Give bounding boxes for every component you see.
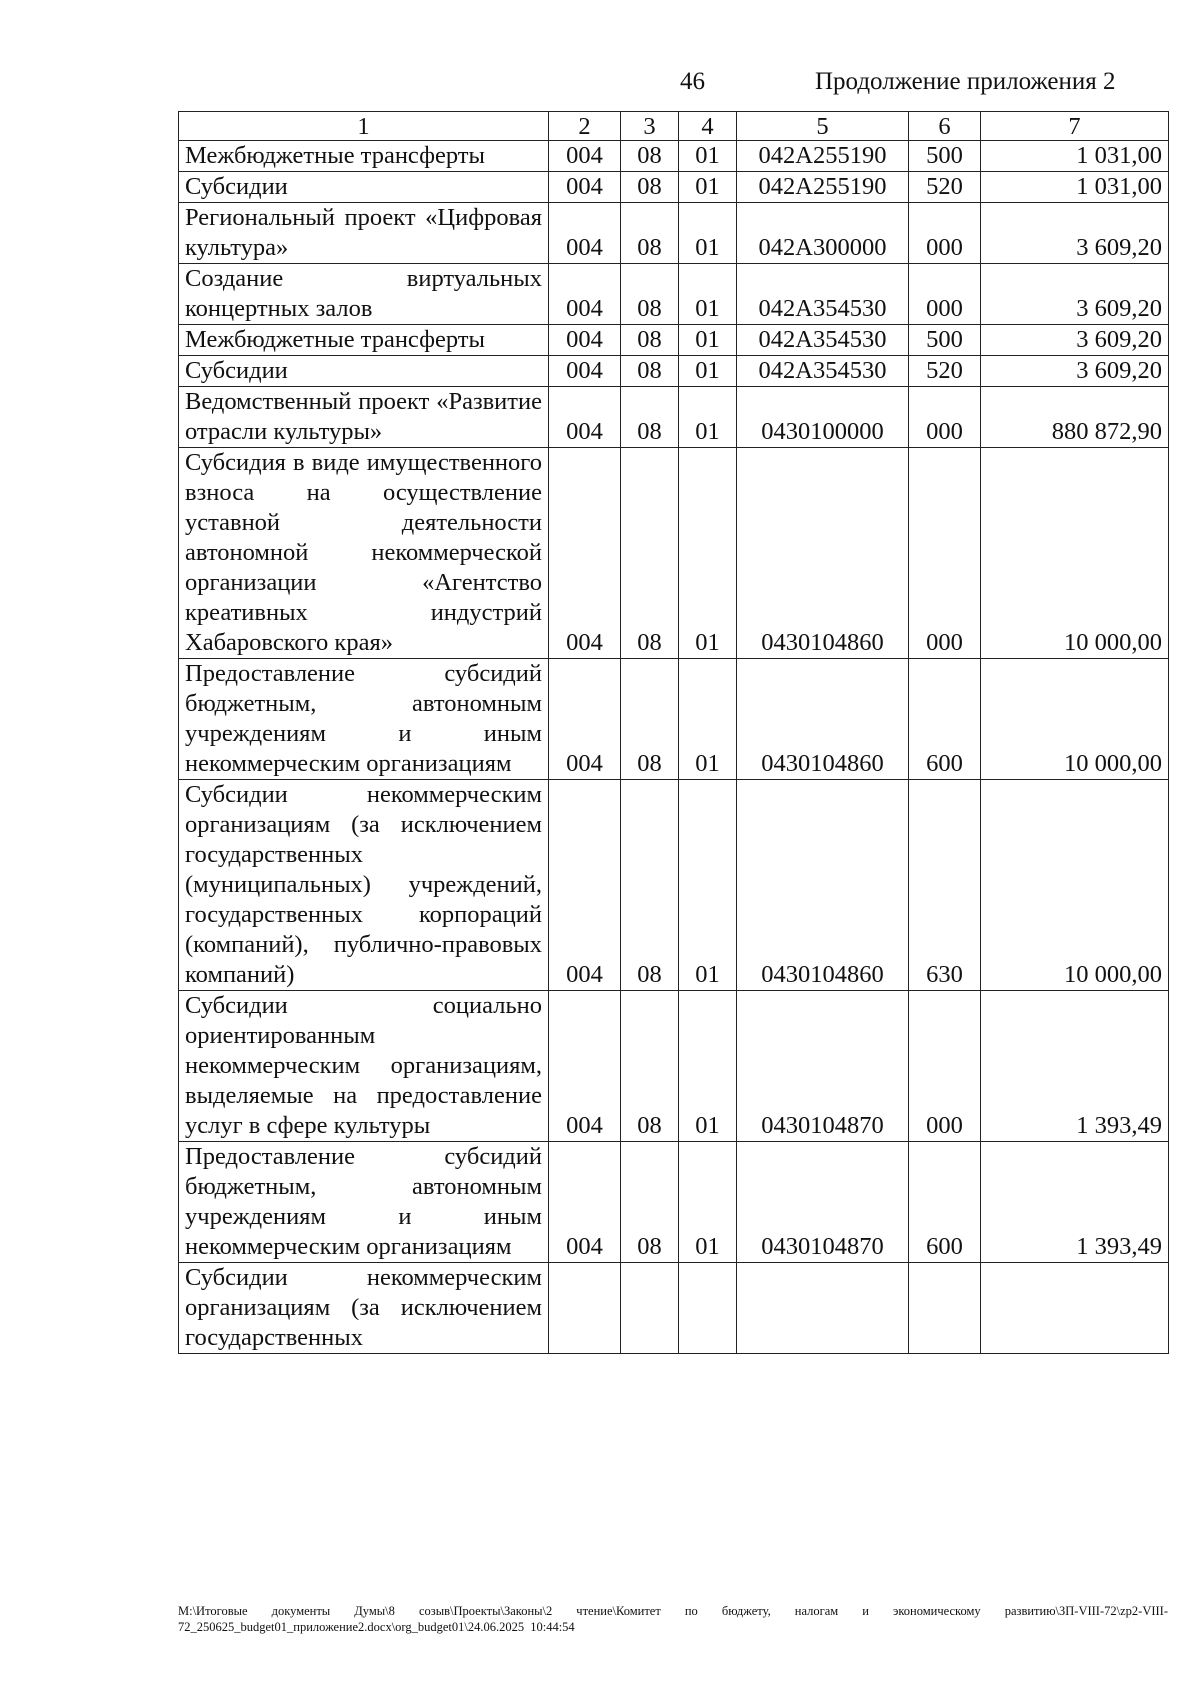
row-col-4: 01: [679, 659, 737, 780]
table-row: [179, 1263, 1169, 1354]
row-col-4: 01: [679, 264, 737, 325]
row-name: Субсидии некоммерческим организациям (за исключением государственных (муниципальных) учреждений, государственных корпораций (компаний), публично-правовых компаний): [179, 780, 549, 991]
row-amount: 880 872,90: [981, 387, 1169, 448]
column-header: 2: [549, 112, 621, 141]
table-row: [179, 325, 1169, 356]
row-col-5: 042A300000: [737, 203, 909, 264]
row-col-4: [679, 1263, 737, 1354]
footer-file-path: M:\Итоговые документы Думы\8 созыв\Проекты\Законы\2 чтение\Комитет по бюджету, налогам и экономическому развитию\ЗП-VIII-72\zp2-VIII-72_250625_budget01_приложение2.docx\org_budget01\24.06.2025 10:44:54: [178, 1604, 1168, 1634]
row-col-5: 042A354530: [737, 325, 909, 356]
row-col-4: 01: [679, 356, 737, 387]
row-col-2: 004: [549, 1142, 621, 1263]
row-col-2: 004: [549, 659, 621, 780]
row-col-3: 08: [621, 780, 679, 991]
table-row: [179, 387, 1169, 448]
row-col-6: 000: [909, 991, 981, 1142]
row-col-3: 08: [621, 991, 679, 1142]
row-amount: 1 031,00: [981, 172, 1169, 203]
table-row: [179, 991, 1169, 1142]
row-amount: 3 609,20: [981, 264, 1169, 325]
row-col-6: 600: [909, 659, 981, 780]
row-col-5: 0430100000: [737, 387, 909, 448]
table-row: [179, 659, 1169, 780]
row-col-3: 08: [621, 448, 679, 659]
row-col-6: 500: [909, 325, 981, 356]
column-header: 3: [621, 112, 679, 141]
row-col-3: 08: [621, 203, 679, 264]
row-col-5: 042A354530: [737, 356, 909, 387]
table-header-row: [179, 112, 1169, 141]
row-col-4: 01: [679, 448, 737, 659]
row-name: Субсидии социально ориентированным некоммерческим организациям, выделяемые на предоставление услуг в сфере культуры: [179, 991, 549, 1142]
row-amount: 10 000,00: [981, 780, 1169, 991]
row-col-2: 004: [549, 203, 621, 264]
row-amount: 1 031,00: [981, 141, 1169, 172]
row-col-4: 01: [679, 172, 737, 203]
row-col-5: 0430104860: [737, 448, 909, 659]
row-col-6: [909, 1263, 981, 1354]
column-header: 4: [679, 112, 737, 141]
row-col-6: 520: [909, 172, 981, 203]
row-col-4: 01: [679, 1142, 737, 1263]
row-col-6: 000: [909, 387, 981, 448]
row-amount: 3 609,20: [981, 203, 1169, 264]
table-row: [179, 1142, 1169, 1263]
row-col-4: 01: [679, 141, 737, 172]
page-number: 46: [680, 68, 705, 95]
row-name: Межбюджетные трансферты: [179, 325, 549, 356]
row-amount: 1 393,49: [981, 1142, 1169, 1263]
column-header: 1: [179, 112, 549, 141]
row-amount: 10 000,00: [981, 659, 1169, 780]
row-col-4: 01: [679, 780, 737, 991]
row-col-3: 08: [621, 325, 679, 356]
row-col-2: 004: [549, 325, 621, 356]
row-col-6: 500: [909, 141, 981, 172]
row-col-5: [737, 1263, 909, 1354]
row-col-6: 600: [909, 1142, 981, 1263]
row-name: Предоставление субсидий бюджетным, автономным учреждениям и иным некоммерческим организациям: [179, 1142, 549, 1263]
table-row: [179, 141, 1169, 172]
row-amount: [981, 1263, 1169, 1354]
row-col-2: 004: [549, 356, 621, 387]
row-amount: 3 609,20: [981, 356, 1169, 387]
row-col-2: 004: [549, 387, 621, 448]
row-col-3: [621, 1263, 679, 1354]
row-col-5: 0430104870: [737, 1142, 909, 1263]
row-amount: 3 609,20: [981, 325, 1169, 356]
row-col-2: 004: [549, 780, 621, 991]
row-name: Создание виртуальных концертных залов: [179, 264, 549, 325]
row-col-2: 004: [549, 448, 621, 659]
table-row: [179, 448, 1169, 659]
table-row: [179, 172, 1169, 203]
row-name: Региональный проект «Цифровая культура»: [179, 203, 549, 264]
row-name: Межбюджетные трансферты: [179, 141, 549, 172]
row-col-2: 004: [549, 172, 621, 203]
row-col-5: 042A255190: [737, 141, 909, 172]
column-header: 5: [737, 112, 909, 141]
row-col-6: 520: [909, 356, 981, 387]
row-col-6: 000: [909, 448, 981, 659]
row-name: Субсидии: [179, 356, 549, 387]
row-col-6: 000: [909, 264, 981, 325]
row-col-5: 0430104860: [737, 780, 909, 991]
row-col-6: 000: [909, 203, 981, 264]
row-name: Ведомственный проект «Развитие отрасли культуры»: [179, 387, 549, 448]
row-col-2: 004: [549, 141, 621, 172]
budget-table: [178, 111, 1169, 1354]
row-col-4: 01: [679, 991, 737, 1142]
row-name: Субсидии некоммерческим организациям (за исключением государственных: [179, 1263, 549, 1354]
table-row: [179, 264, 1169, 325]
row-col-4: 01: [679, 203, 737, 264]
row-col-5: 0430104860: [737, 659, 909, 780]
row-col-3: 08: [621, 264, 679, 325]
row-col-6: 630: [909, 780, 981, 991]
row-amount: 10 000,00: [981, 448, 1169, 659]
row-col-3: 08: [621, 141, 679, 172]
row-col-3: 08: [621, 659, 679, 780]
row-name: Субсидия в виде имущественного взноса на осуществление уставной деятельности автономной некоммерческой организации «Агентство креативных индустрий Хабаровского края»: [179, 448, 549, 659]
row-col-2: 004: [549, 991, 621, 1142]
row-name: Субсидии: [179, 172, 549, 203]
continuation-label: Продолжение приложения 2: [815, 68, 1116, 95]
row-col-3: 08: [621, 172, 679, 203]
table-row: [179, 203, 1169, 264]
row-col-4: 01: [679, 387, 737, 448]
row-col-2: [549, 1263, 621, 1354]
row-col-5: 042A255190: [737, 172, 909, 203]
row-name: Предоставление субсидий бюджетным, автономным учреждениям и иным некоммерческим организациям: [179, 659, 549, 780]
row-col-5: 0430104870: [737, 991, 909, 1142]
row-col-4: 01: [679, 325, 737, 356]
row-amount: 1 393,49: [981, 991, 1169, 1142]
column-header: 6: [909, 112, 981, 141]
row-col-2: 004: [549, 264, 621, 325]
row-col-3: 08: [621, 1142, 679, 1263]
row-col-3: 08: [621, 356, 679, 387]
table-row: [179, 780, 1169, 991]
column-header: 7: [981, 112, 1169, 141]
table-row: [179, 356, 1169, 387]
row-col-3: 08: [621, 387, 679, 448]
row-col-5: 042A354530: [737, 264, 909, 325]
